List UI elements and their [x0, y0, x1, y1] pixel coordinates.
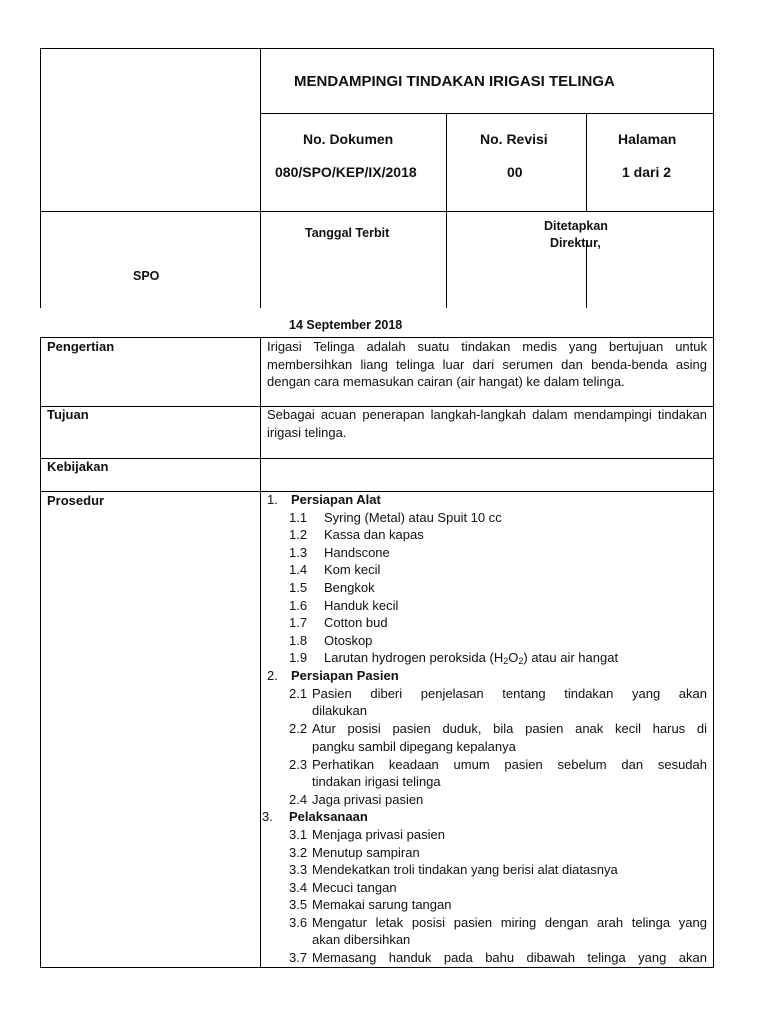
list-item-text: Mengatur letak posisi pasien miring dengan arah telinga yang	[312, 915, 707, 930]
list-item-number: 3.7	[289, 950, 308, 965]
step-number: 1.	[267, 492, 278, 507]
document-title: MENDAMPINGI TINDAKAN IRIGASI TELINGA	[294, 73, 615, 90]
list-item	[289, 579, 375, 597]
list-item	[289, 597, 398, 615]
list-item	[289, 561, 380, 579]
item-text: O	[508, 650, 519, 665]
list-item-text: Pasien diberi penjelasan tentang tindakan yang akan	[312, 686, 707, 701]
list-item-text: Atur posisi pasien duduk, bila pasien anak kecil harus di	[312, 721, 707, 736]
item-number: 1.3	[289, 545, 308, 560]
list-item	[289, 544, 390, 562]
label-column-divider-top	[260, 48, 261, 308]
list-item-text: Memasang handuk pada bahu dibawah telinga yang akan	[312, 950, 707, 965]
list-item-text: Menjaga privasi pasien	[312, 827, 445, 842]
item-text: ) atau air hangat	[523, 650, 619, 665]
step-number: 3.	[262, 809, 273, 824]
doc-number-value: 080/SPO/KEP/IX/2018	[275, 164, 417, 180]
spo-label: SPO	[133, 269, 160, 283]
list-item-number: 3.3	[289, 862, 308, 877]
item-number: 1.6	[289, 598, 308, 613]
item-number: 1.2	[289, 527, 308, 542]
list-item	[289, 526, 424, 544]
approved-by: Direktur,	[550, 236, 601, 250]
page-label: Halaman	[618, 131, 677, 147]
item-text: Kassa dan kapas	[324, 527, 424, 542]
step-title: Persiapan Pasien	[291, 668, 399, 683]
header-divider-2	[40, 211, 714, 212]
page-column-divider-top	[586, 113, 587, 211]
list-item-text: Memakai sarung tangan	[312, 897, 452, 912]
step-3-heading	[262, 808, 368, 826]
table-border-bottom	[40, 967, 714, 968]
item-number: 1.5	[289, 580, 308, 595]
list-item-number: 2.4	[289, 792, 308, 807]
list-item	[289, 614, 388, 632]
section-divider-kebijakan	[40, 458, 714, 459]
list-item-text-cont: tindakan irigasi telinga	[312, 774, 441, 789]
list-item-number: 2.3	[289, 757, 308, 772]
list-item-number: 3.1	[289, 827, 308, 842]
subscript: 2	[503, 656, 509, 666]
kebijakan-label: Kebijakan	[47, 459, 109, 474]
list-item-text: Mecuci tangan	[312, 880, 397, 895]
tujuan-label: Tujuan	[47, 407, 89, 422]
item-number: 1.9	[289, 650, 308, 665]
step-number: 2.	[267, 668, 278, 683]
item-text: Otoskop	[324, 633, 373, 648]
table-border-right	[713, 48, 714, 968]
list-item-text: Menutup sampiran	[312, 845, 420, 860]
item-number: 1.7	[289, 615, 308, 630]
list-item-text: Mendekatkan troli tindakan yang berisi alat diatasnya	[312, 862, 618, 877]
step-title: Persiapan Alat	[291, 492, 381, 507]
tujuan-text: Sebagai acuan penerapan langkah-langkah dalam mendampingi tindakan irigasi telinga.	[267, 407, 707, 440]
list-item-number: 3.6	[289, 915, 308, 930]
list-item-text: Perhatikan keadaan umum pasien sebelum dan sesudah	[312, 757, 707, 772]
approved-label: Ditetapkan	[544, 219, 608, 233]
list-item	[289, 632, 372, 650]
issue-date-label: Tanggal Terbit	[305, 226, 390, 240]
pengertian-label: Pengertian	[47, 339, 115, 354]
item-text: Larutan hydrogen peroksida (H	[324, 650, 504, 665]
page-value: 1 dari 2	[622, 164, 672, 180]
pengertian-text: Irigasi Telinga adalah suatu tindakan medis yang bertujuan untuk membersihkan liang telinga luar dari serumen dan benda-benda asing dengan cara memasukan cairan (air hangat) ke dalam telinga.	[267, 339, 707, 389]
list-item	[289, 649, 618, 667]
revision-label: No. Revisi	[480, 131, 548, 147]
item-number: 1.1	[289, 510, 308, 525]
item-number: 1.4	[289, 562, 308, 577]
subscript: 2	[518, 656, 524, 666]
list-item	[289, 509, 502, 527]
issue-date-value: 14 September 2018	[289, 318, 403, 332]
revision-column-divider	[446, 113, 447, 308]
step-title: Pelaksanaan	[289, 809, 368, 824]
list-item-number: 3.4	[289, 880, 308, 895]
item-text: Cotton bud	[324, 615, 388, 630]
list-item-number: 2.1	[289, 686, 308, 701]
revision-value: 00	[507, 164, 523, 180]
list-item-number: 2.2	[289, 721, 308, 736]
list-item-text-cont: pangku sambil dipegang kepalanya	[312, 739, 516, 754]
list-item-number: 3.5	[289, 897, 308, 912]
doc-number-label: No. Dokumen	[303, 131, 394, 147]
item-number: 1.8	[289, 633, 308, 648]
list-item-text-cont: dilakukan	[312, 703, 367, 718]
list-item-text: Jaga privasi pasien	[312, 792, 424, 807]
label-column-divider-bottom	[260, 337, 261, 968]
list-item-text-cont: akan dibersihkan	[312, 932, 411, 947]
table-border-top	[40, 48, 714, 49]
table-border-left-top	[40, 48, 41, 308]
step-2-heading	[267, 667, 399, 685]
step-1-heading	[267, 491, 381, 509]
item-text: Bengkok	[324, 580, 375, 595]
header-divider-1	[260, 113, 714, 114]
item-text: Syring (Metal) atau Spuit 10 cc	[324, 510, 502, 525]
item-text: Handuk kecil	[324, 598, 399, 613]
item-text: Kom kecil	[324, 562, 381, 577]
table-border-left-bottom	[40, 337, 41, 968]
list-item-number: 3.2	[289, 845, 308, 860]
prosedur-label: Prosedur	[47, 493, 105, 508]
item-text: Handscone	[324, 545, 390, 560]
